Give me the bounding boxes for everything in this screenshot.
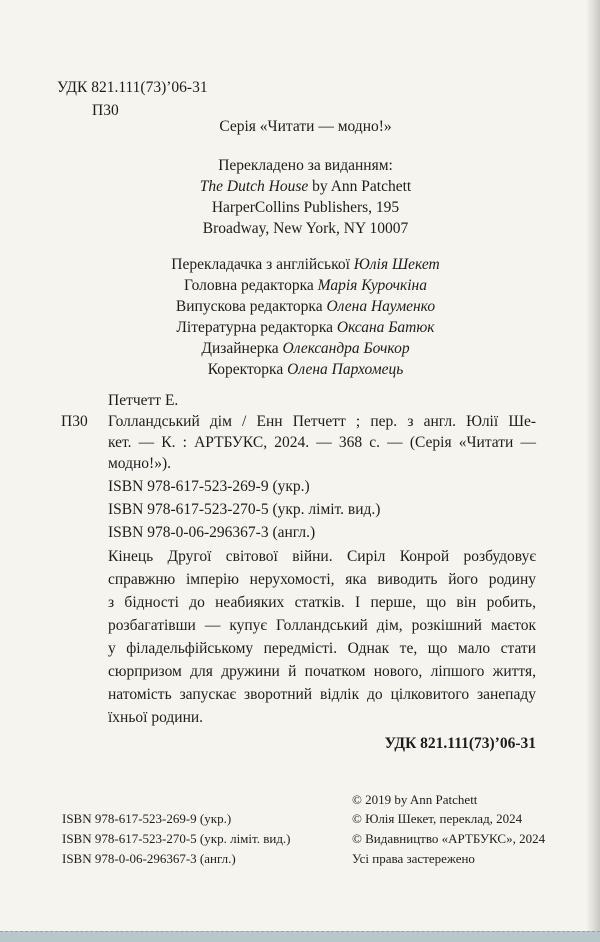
author-mark-top: П30 <box>92 102 119 119</box>
annotation-line-1: Кінець Другої світової війни. Сиріл Конрой розбудовує <box>108 548 536 565</box>
credit-literary-editor: Літературна редакторка Оксана Батюк <box>176 319 435 336</box>
catalog-mark: П30 <box>61 413 88 430</box>
annotation-line-7: натомість запускає зворотний відлік до цілковитого занепаду <box>108 686 536 703</box>
credit-chief-editor: Головна редакторка Марія Курочкіна <box>183 277 427 294</box>
catalog-author: Петчетт Е. <box>108 392 179 409</box>
original-title-line <box>78 176 533 197</box>
catalog-isbn-1: ISBN 978-617-523-269-9 (укр.) <box>108 478 310 495</box>
page-edge-shadow <box>586 0 600 942</box>
copyright-line-4: Усі права застережено <box>352 851 475 866</box>
footer-isbn-1: ISBN 978-617-523-269-9 (укр.) <box>62 811 232 826</box>
translated-from-heading: Перекладено за виданням: <box>218 157 393 174</box>
credit-release-editor: Випускова редакторка Олена Науменко <box>175 298 436 315</box>
annotation-line-4: розбагатівши — купує Голландський дім, розкішний маєток <box>108 617 536 634</box>
address-line: Broadway, New York, NY 10007 <box>202 220 409 237</box>
annotation-line-8: їхньої родини. <box>108 709 204 726</box>
copyright-line-1: © 2019 by Ann Patchett <box>352 792 478 807</box>
page-bottom-edge <box>0 931 600 942</box>
catalog-line-3: модно!»). <box>108 455 171 472</box>
udk-bottom: УДК 821.111(73)’06-31 <box>384 735 536 752</box>
original-title: The Dutch House <box>199 178 309 195</box>
catalog-isbn-2: ISBN 978-617-523-270-5 (укр. ліміт. вид.) <box>108 501 381 518</box>
annotation-line-3: з бідності до неабияких статків. І перше, що він робить, <box>108 594 536 611</box>
udk-top: УДК 821.111(73)’06-31 <box>57 79 208 96</box>
footer-isbn-3: ISBN 978-0-06-296367-3 (англ.) <box>62 851 236 866</box>
footer-isbn-2: ISBN 978-617-523-270-5 (укр. ліміт. вид.) <box>62 831 291 846</box>
credit-designer: Дизайнерка Олександра Бочкор <box>201 340 410 357</box>
annotation-line-5: у філадельфійському передмісті. Однак те, що мало стати <box>108 640 536 657</box>
catalog-line-1: Голландський дім / Енн Петчетт ; пер. з англ. Юлії Ше- <box>108 413 536 430</box>
copyright-line-3: © Видавництво «АРТБУКС», 2024 <box>352 831 546 846</box>
annotation-line-2: справжню імперію нерухомості, яка виводить його родину <box>108 571 536 588</box>
credit-proofreader: Коректорка Олена Пархомець <box>207 361 404 378</box>
credit-translator: Перекладачка з англійської Юлія Шекет <box>171 256 440 273</box>
publisher-line: HarperCollins Publishers, 195 <box>211 199 400 216</box>
copyright-line-2: © Юлія Шекет, переклад, 2024 <box>352 811 523 826</box>
catalog-line-2: кет. — К. : АРТБУКС, 2024. — 368 с. — (Серія «Читати — <box>108 434 536 451</box>
series-line: Серія «Читати — модно!» <box>219 118 392 135</box>
annotation-line-6: сюрпризом для дружини й початком нового, ліпшого життя, <box>108 663 536 680</box>
catalog-isbn-3: ISBN 978-0-06-296367-3 (англ.) <box>108 524 316 541</box>
original-author: by Ann Patchett <box>308 178 412 195</box>
